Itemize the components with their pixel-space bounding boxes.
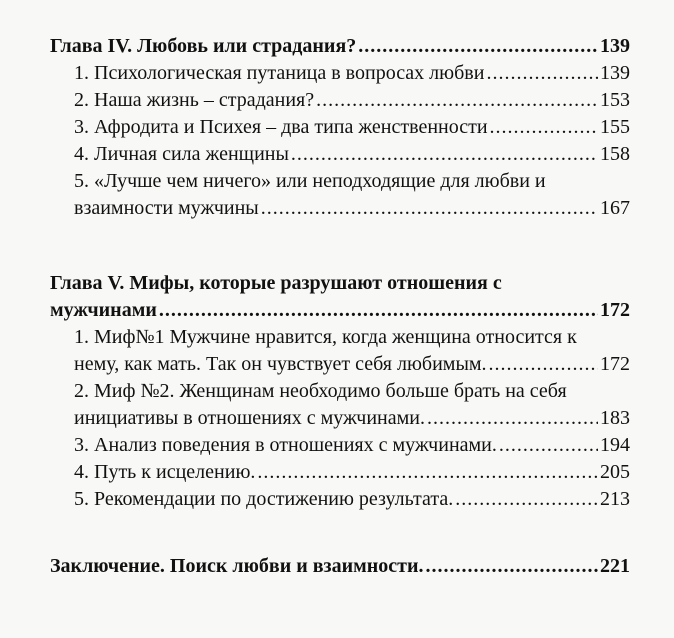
page-number: 167 [600,197,630,219]
dot-leader [159,297,598,324]
table-of-contents [50,33,630,580]
page-number: 172 [600,353,630,375]
dot-leader [427,405,598,432]
page-number: 155 [600,116,630,138]
page-number: 172 [600,299,630,321]
page-number: 194 [600,434,630,456]
entry-title: инициативы в отношениях с мужчинами. [74,407,425,429]
dot-leader [499,432,598,459]
chapter-title-line: Глава V. Мифы, которые разрушают отношения с [50,272,502,294]
toc-entry[interactable] [50,87,630,114]
conclusion [50,553,630,580]
entry-title: 5. Рекомендации по достижению результата. [74,488,454,510]
entry-title: 2. Наша жизнь – страдания? [74,89,315,111]
dot-leader [425,553,598,580]
page-number: 221 [600,555,630,577]
dot-leader [358,33,598,60]
dot-leader [261,195,598,222]
entry-title: 3. Анализ поведения в отношениях с мужчинами. [74,434,497,456]
toc-entry[interactable] [50,168,630,222]
entry-title-line: 1. Миф№1 Мужчине нравится, когда женщина относится к [74,326,577,348]
page-number: 153 [600,89,630,111]
entry-title: 4. Личная сила женщины [74,143,289,165]
entry-title: взаимности мужчины [74,197,259,219]
chapter-title: Глава IV. Любовь или страдания? [50,35,357,57]
toc-entry[interactable] [50,141,630,168]
dot-leader [316,87,598,114]
chapter-heading[interactable] [50,553,630,580]
page-number: 158 [600,143,630,165]
page-number: 139 [600,35,630,57]
dot-leader [489,351,598,378]
page-number: 139 [600,62,630,84]
toc-entry[interactable] [50,378,630,432]
dot-leader [455,486,598,513]
toc-entry[interactable] [50,324,630,378]
entry-title: 3. Афродита и Психея – два типа женственности [74,116,488,138]
chapter-title: мужчинами [50,299,157,321]
toc-entry[interactable] [50,114,630,141]
chapter-heading[interactable] [50,33,630,60]
dot-leader [490,114,598,141]
entry-title-line: 5. «Лучше чем ничего» или неподходящие для любви и [74,170,546,192]
page-number: 205 [600,461,630,483]
dot-leader [486,60,598,87]
entry-title-line: 2. Миф №2. Женщинам необходимо больше брать на себя [74,380,567,402]
entry-title: нему, как мать. Так он чувствует себя любимым. [74,353,487,375]
toc-entry[interactable] [50,459,630,486]
dot-leader [291,141,598,168]
chapter-5 [50,270,630,324]
toc-entry[interactable] [50,486,630,513]
page-number: 183 [600,407,630,429]
chapter-title: Заключение. Поиск любви и взаимности. [50,555,424,577]
chapter-heading[interactable] [50,297,630,324]
entry-title: 4. Путь к исцелению. [74,461,256,483]
toc-entry[interactable] [50,432,630,459]
toc-entry[interactable] [50,60,630,87]
entry-title: 1. Психологическая путаница в вопросах любви [74,62,485,84]
dot-leader [257,459,598,486]
chapter-4 [50,33,630,60]
page-number: 213 [600,488,630,510]
